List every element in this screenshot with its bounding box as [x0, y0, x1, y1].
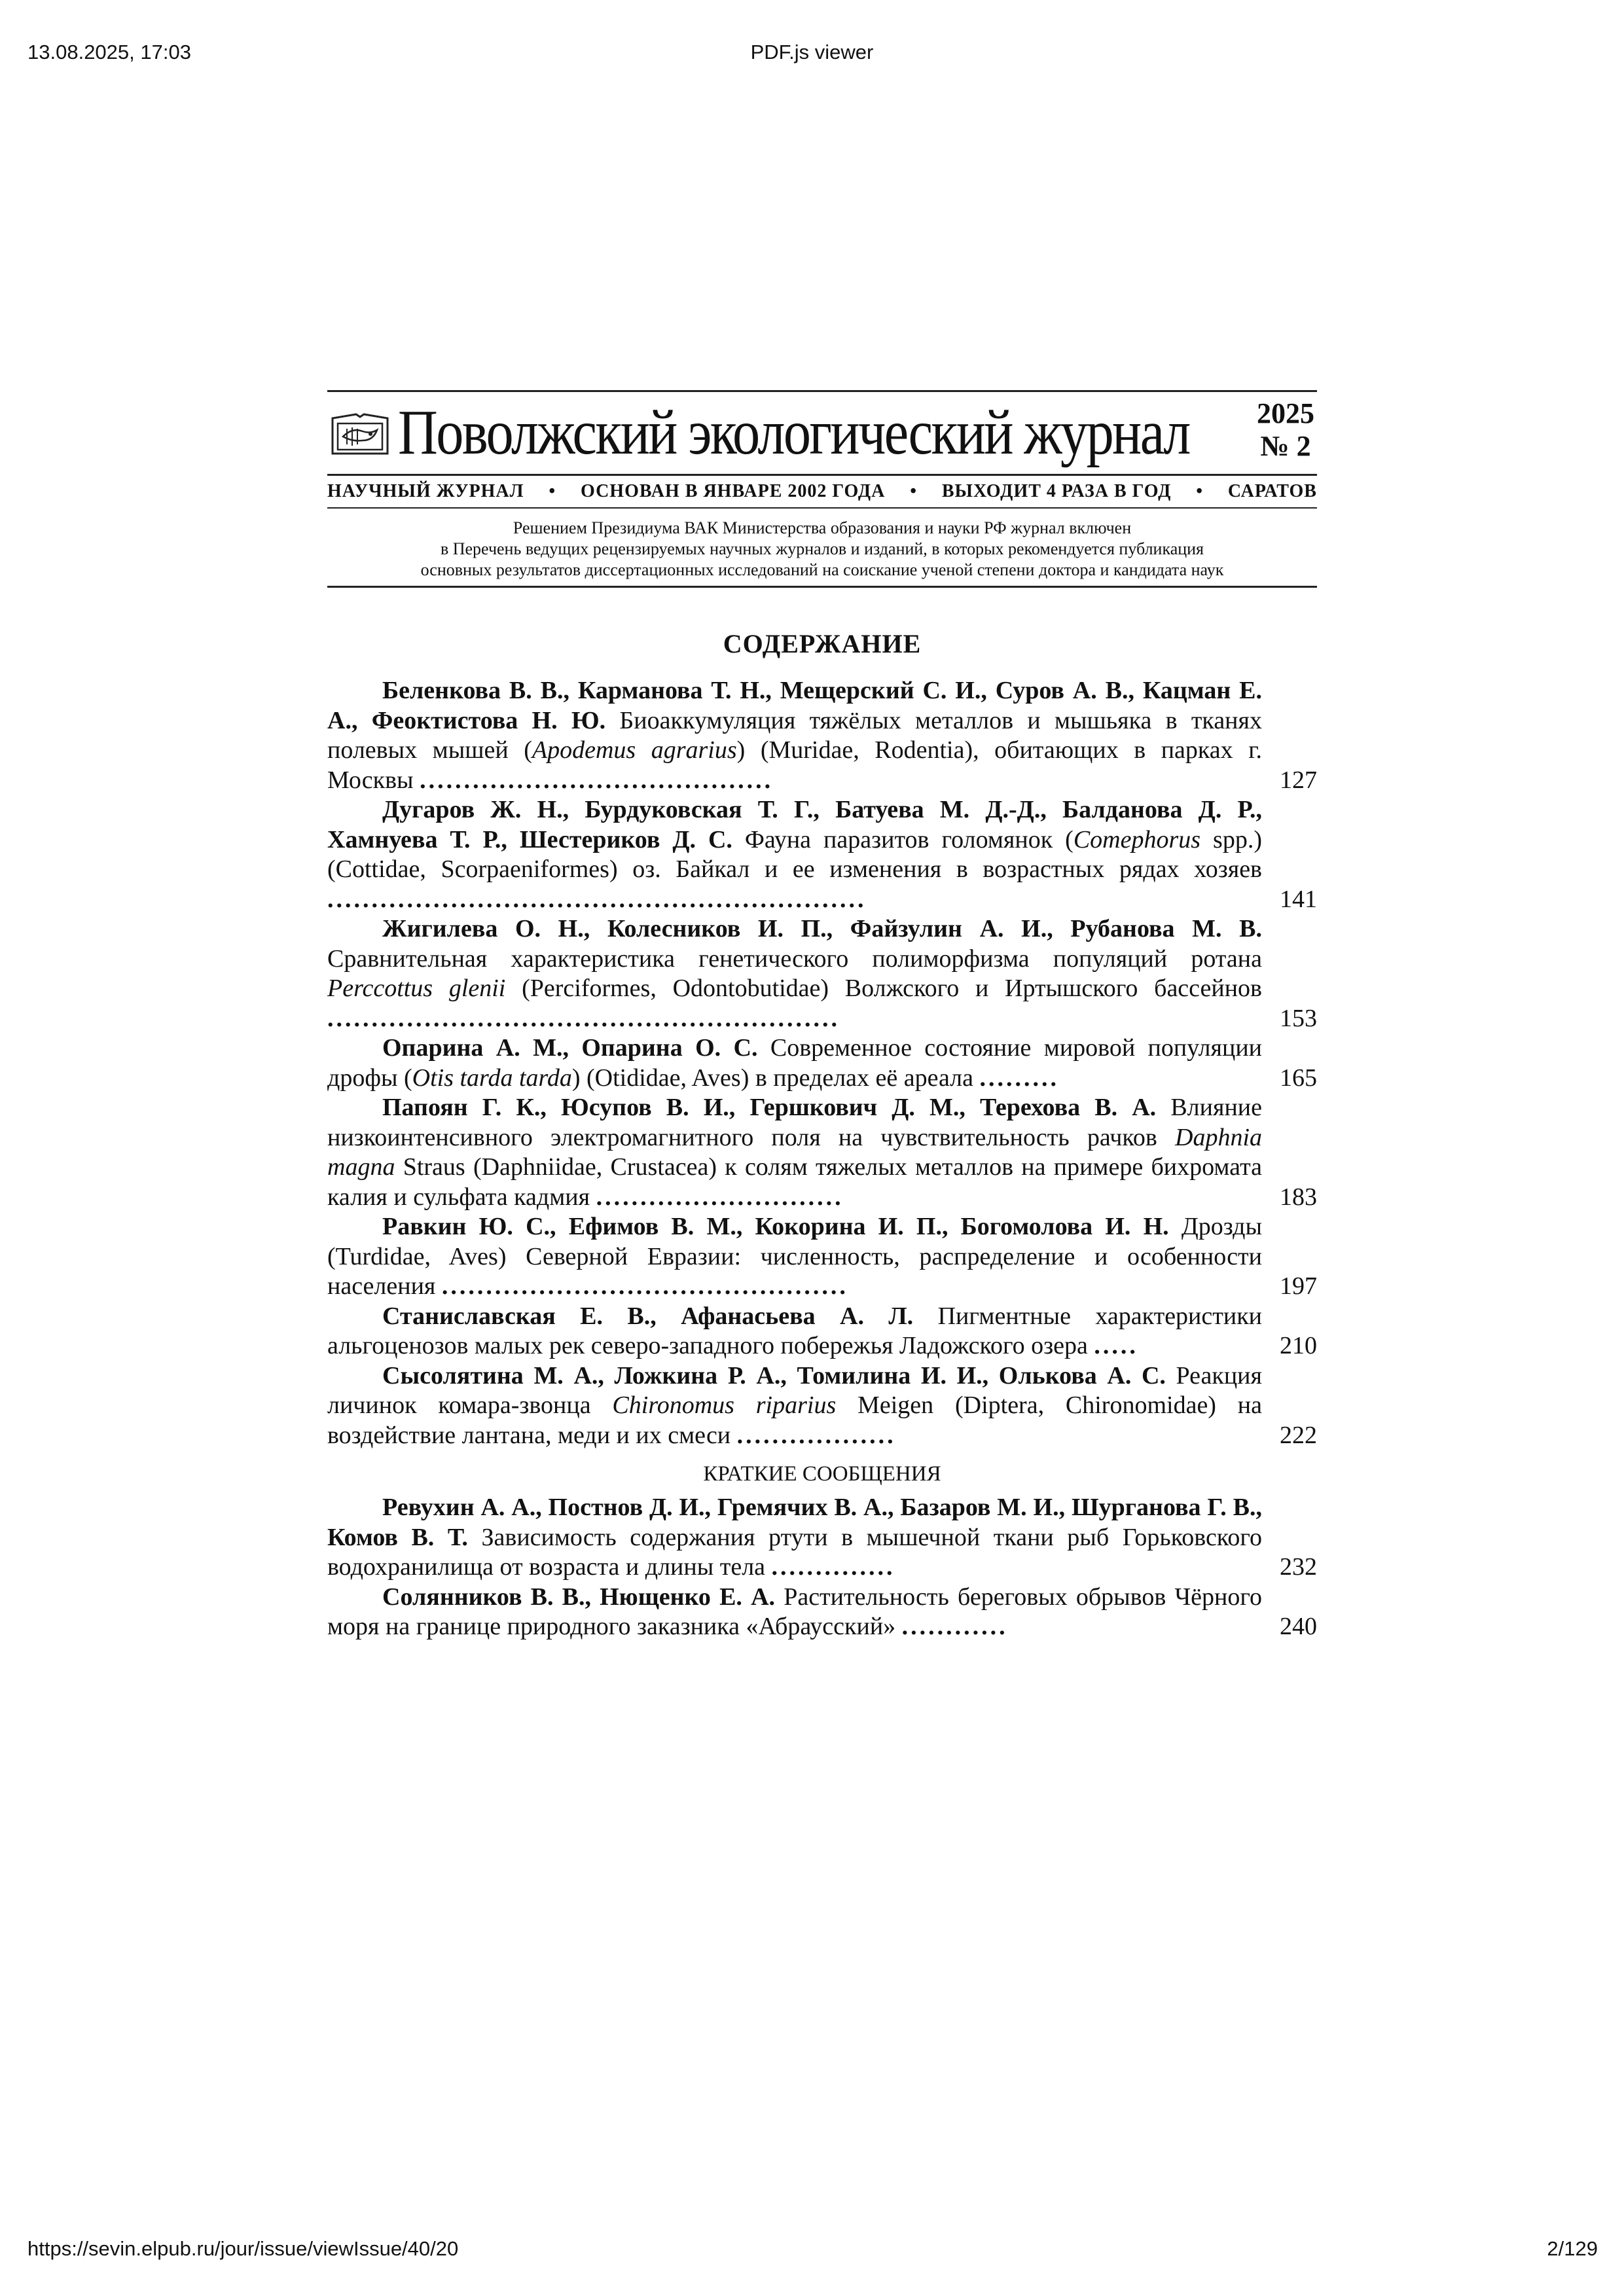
tagline-item: САРАТОВ [1227, 481, 1317, 501]
viewer-title: PDF.js viewer [750, 41, 874, 63]
toc-entry-leader: ............................ [596, 1183, 844, 1211]
print-datetime: 13.08.2025, 17:03 [27, 41, 191, 63]
toc-page-number: 232 [1280, 1553, 1317, 1581]
journal-title: Поволжский экологический журнал [398, 397, 1189, 468]
toc-entry-text [327, 795, 1276, 914]
issue-number: № 2 [1260, 430, 1311, 462]
toc-entry-leader: .................. [736, 1421, 896, 1449]
journal-page [327, 390, 1317, 1642]
toc-entry [327, 795, 1317, 914]
toc-entry-authors: Дугаров Ж. Н., Бурдуковская Т. Г., Батуева М. Д.-Д., Балданова Д. Р., Хамнуева Т. Р., Шестериков Д. С. [327, 796, 1262, 853]
toc-entry-title-rest: Meigen (Diptera, Chironomidae) на воздействие лантана, меди и их смеси [327, 1391, 1262, 1449]
toc-entry-title: Биоаккумуляция тяжёлых металлов и мышьяка в тканях полевых мышей ( [327, 706, 1262, 764]
toc-entry [327, 1493, 1317, 1583]
toc-entry-authors: Солянников В. В., Нющенко Е. А. [382, 1583, 776, 1611]
page-url: https://sevin.elpub.ru/jour/issue/viewIssue/40/20 [27, 2237, 459, 2260]
tagline [327, 474, 1317, 509]
toc-entry [327, 1583, 1317, 1642]
toc-entry-title-rest: Straus (Daphniidae, Crustacea) к солям тяжелых металлов на примере бихромата калия и сульфата кадмия [327, 1153, 1262, 1211]
toc-entry [327, 1093, 1317, 1212]
toc-entry-authors: Станиславская Е. В., Афанасьева А. Л. [382, 1302, 914, 1330]
toc-entry-title: Растительность береговых обрывов Чёрного моря на границе природного заказника «Абраусский» [327, 1583, 1262, 1640]
toc-entry-text [327, 1302, 1276, 1361]
toc-entry-text [327, 1093, 1276, 1212]
toc-entry-title: Дрозды (Turdidae, Aves) Северной Евразии: численность, распределение и особенности населения [327, 1213, 1263, 1300]
toc-entry-text [327, 1361, 1276, 1451]
toc-entry-leader: ......... [979, 1064, 1059, 1092]
vak-notice [327, 509, 1317, 588]
toc-entry-leader: .......................................................... [327, 1004, 840, 1032]
vak-line: в Перечень ведущих рецензируемых научных журналов и изданий, в которых рекомендуется публикация [440, 539, 1204, 558]
toc-entry-leader: ............................................................. [327, 885, 867, 913]
tagline-item: ВЫХОДИТ 4 РАЗА В ГОД [941, 481, 1172, 501]
toc-entry-text [327, 1493, 1276, 1583]
tagline-separator: • [1196, 481, 1204, 501]
toc-entry-leader: ..... [1094, 1332, 1138, 1359]
toc-entry-title: Сравнительная характеристика генетического полиморфизма популяций ротана [327, 944, 1262, 973]
toc-entry-title: Современное состояние мировой популяции дрофы ( [327, 1034, 1263, 1092]
toc-entry-title-rest: (Perciformes, Odontobutidae) Волжского и Иртышского бассейнов [505, 975, 1262, 1002]
toc-entry-title-rest: ) (Otididae, Aves) в пределах её ареала [571, 1064, 973, 1092]
toc-page-number: 127 [1280, 766, 1317, 794]
toc-entry-text [327, 676, 1276, 795]
journal-logo-icon [330, 412, 390, 457]
toc-entry-authors: Жигилева О. Н., Колесников И. П., Файзулин А. И., Рубанова М. В. [382, 915, 1262, 942]
toc-entry-text [327, 1033, 1276, 1093]
toc-entry-authors: Опарина А. М., Опарина О. С. [382, 1034, 758, 1062]
toc-entry [327, 1033, 1317, 1093]
toc-entry-species: Otis tarda tarda [412, 1064, 572, 1092]
toc-entry-species: Apodemus agrarius [532, 736, 737, 764]
toc-page-number: 222 [1280, 1421, 1317, 1449]
short-reports-list [327, 1493, 1317, 1642]
toc-entry-title: Пигментные характеристики альгоценозов малых рек северо-западного побережья Ладожского озера [327, 1302, 1263, 1359]
contents-list [327, 676, 1317, 1450]
toc-page-number: 141 [1280, 885, 1317, 913]
issue-year: 2025 [1257, 397, 1314, 429]
toc-page-number: 153 [1280, 1004, 1317, 1032]
toc-entry-authors: Папоян Г. К., Юсупов В. И., Гершкович Д. М., Терехова В. А. [382, 1094, 1157, 1121]
toc-page-number: 210 [1280, 1332, 1317, 1359]
short-reports-title: КРАТКИЕ СООБЩЕНИЯ [703, 1462, 941, 1486]
toc-entry-species: Daphnia magna [327, 1123, 1262, 1181]
toc-entry-title: Реакция личинок комара-звонца [327, 1361, 1262, 1419]
vak-line: Решением Президиума ВАК Министерства образования и науки РФ журнал включен [513, 518, 1132, 537]
toc-entry [327, 1212, 1317, 1302]
toc-entry-species: Chironomus riparius [612, 1391, 837, 1419]
vak-line: основных результатов диссертационных исследований на соискание ученой степени доктора и кандидата наук [420, 560, 1224, 579]
toc-entry-leader: .............. [771, 1553, 895, 1581]
toc-entry-text [327, 914, 1276, 1033]
contents-title: СОДЕРЖАНИЕ [723, 629, 922, 658]
tagline-separator: • [549, 481, 556, 501]
toc-entry [327, 1302, 1317, 1361]
toc-entry [327, 676, 1317, 795]
toc-entry-title: Фауна паразитов голомянок ( [744, 825, 1074, 853]
toc-entry-species: Perccottus glenii [327, 975, 506, 1002]
toc-entry-title-rest: ) (Muridae, Rodentia), обитающих в парках г. Москвы [327, 736, 1262, 794]
toc-entry-text [327, 1212, 1276, 1302]
toc-entry-authors: Ревухин А. А., Постнов Д. И., Гремячих В. А., Базаров М. И., Шурганова Г. В., Комов В. Т. [327, 1494, 1262, 1551]
masthead [327, 390, 1317, 474]
toc-entry [327, 914, 1317, 1033]
page-counter: 2/129 [1547, 2237, 1598, 2260]
toc-entry-title-rest: spp.) (Cottidae, Scorpaeniformes) оз. Байкал и ее изменения в возрастных рядах хозяев [327, 825, 1262, 883]
toc-entry-title: Зависимость содержания ртути в мышечной ткани рыб Горьковского водохранилища от возраста и длины тела [327, 1523, 1262, 1581]
toc-entry-authors: Сысолятина М. А., Ложкина Р. А., Томилина И. И., Олькова А. С. [382, 1361, 1166, 1390]
toc-entry-authors: Равкин Ю. С., Ефимов В. М., Кокорина И. П., Богомолова И. Н. [382, 1213, 1169, 1240]
tagline-separator: • [910, 481, 917, 501]
toc-entry-leader: .............................................. [441, 1272, 848, 1300]
toc-page-number: 183 [1280, 1183, 1317, 1211]
toc-page-number: 197 [1280, 1272, 1317, 1300]
toc-entry-leader: ............ [901, 1613, 1008, 1640]
toc-entry-text [327, 1583, 1276, 1642]
toc-page-number: 165 [1280, 1064, 1317, 1092]
tagline-item: НАУЧНЫЙ ЖУРНАЛ [327, 481, 524, 501]
tagline-item: ОСНОВАН В ЯНВАРЕ 2002 ГОДА [580, 481, 886, 501]
toc-entry [327, 1361, 1317, 1451]
toc-entry-authors: Беленкова В. В., Карманова Т. Н., Мещерский С. И., Суров А. В., Кацман Е. А., Феоктистова Н. Ю. [327, 677, 1262, 734]
toc-entry-leader: ........................................ [420, 766, 774, 794]
toc-entry-title: Влияние низкоинтенсивного электромагнитного поля на чувствительность рачков [327, 1094, 1262, 1151]
toc-page-number: 240 [1280, 1613, 1317, 1640]
toc-entry-species: Comephorus [1073, 825, 1201, 853]
